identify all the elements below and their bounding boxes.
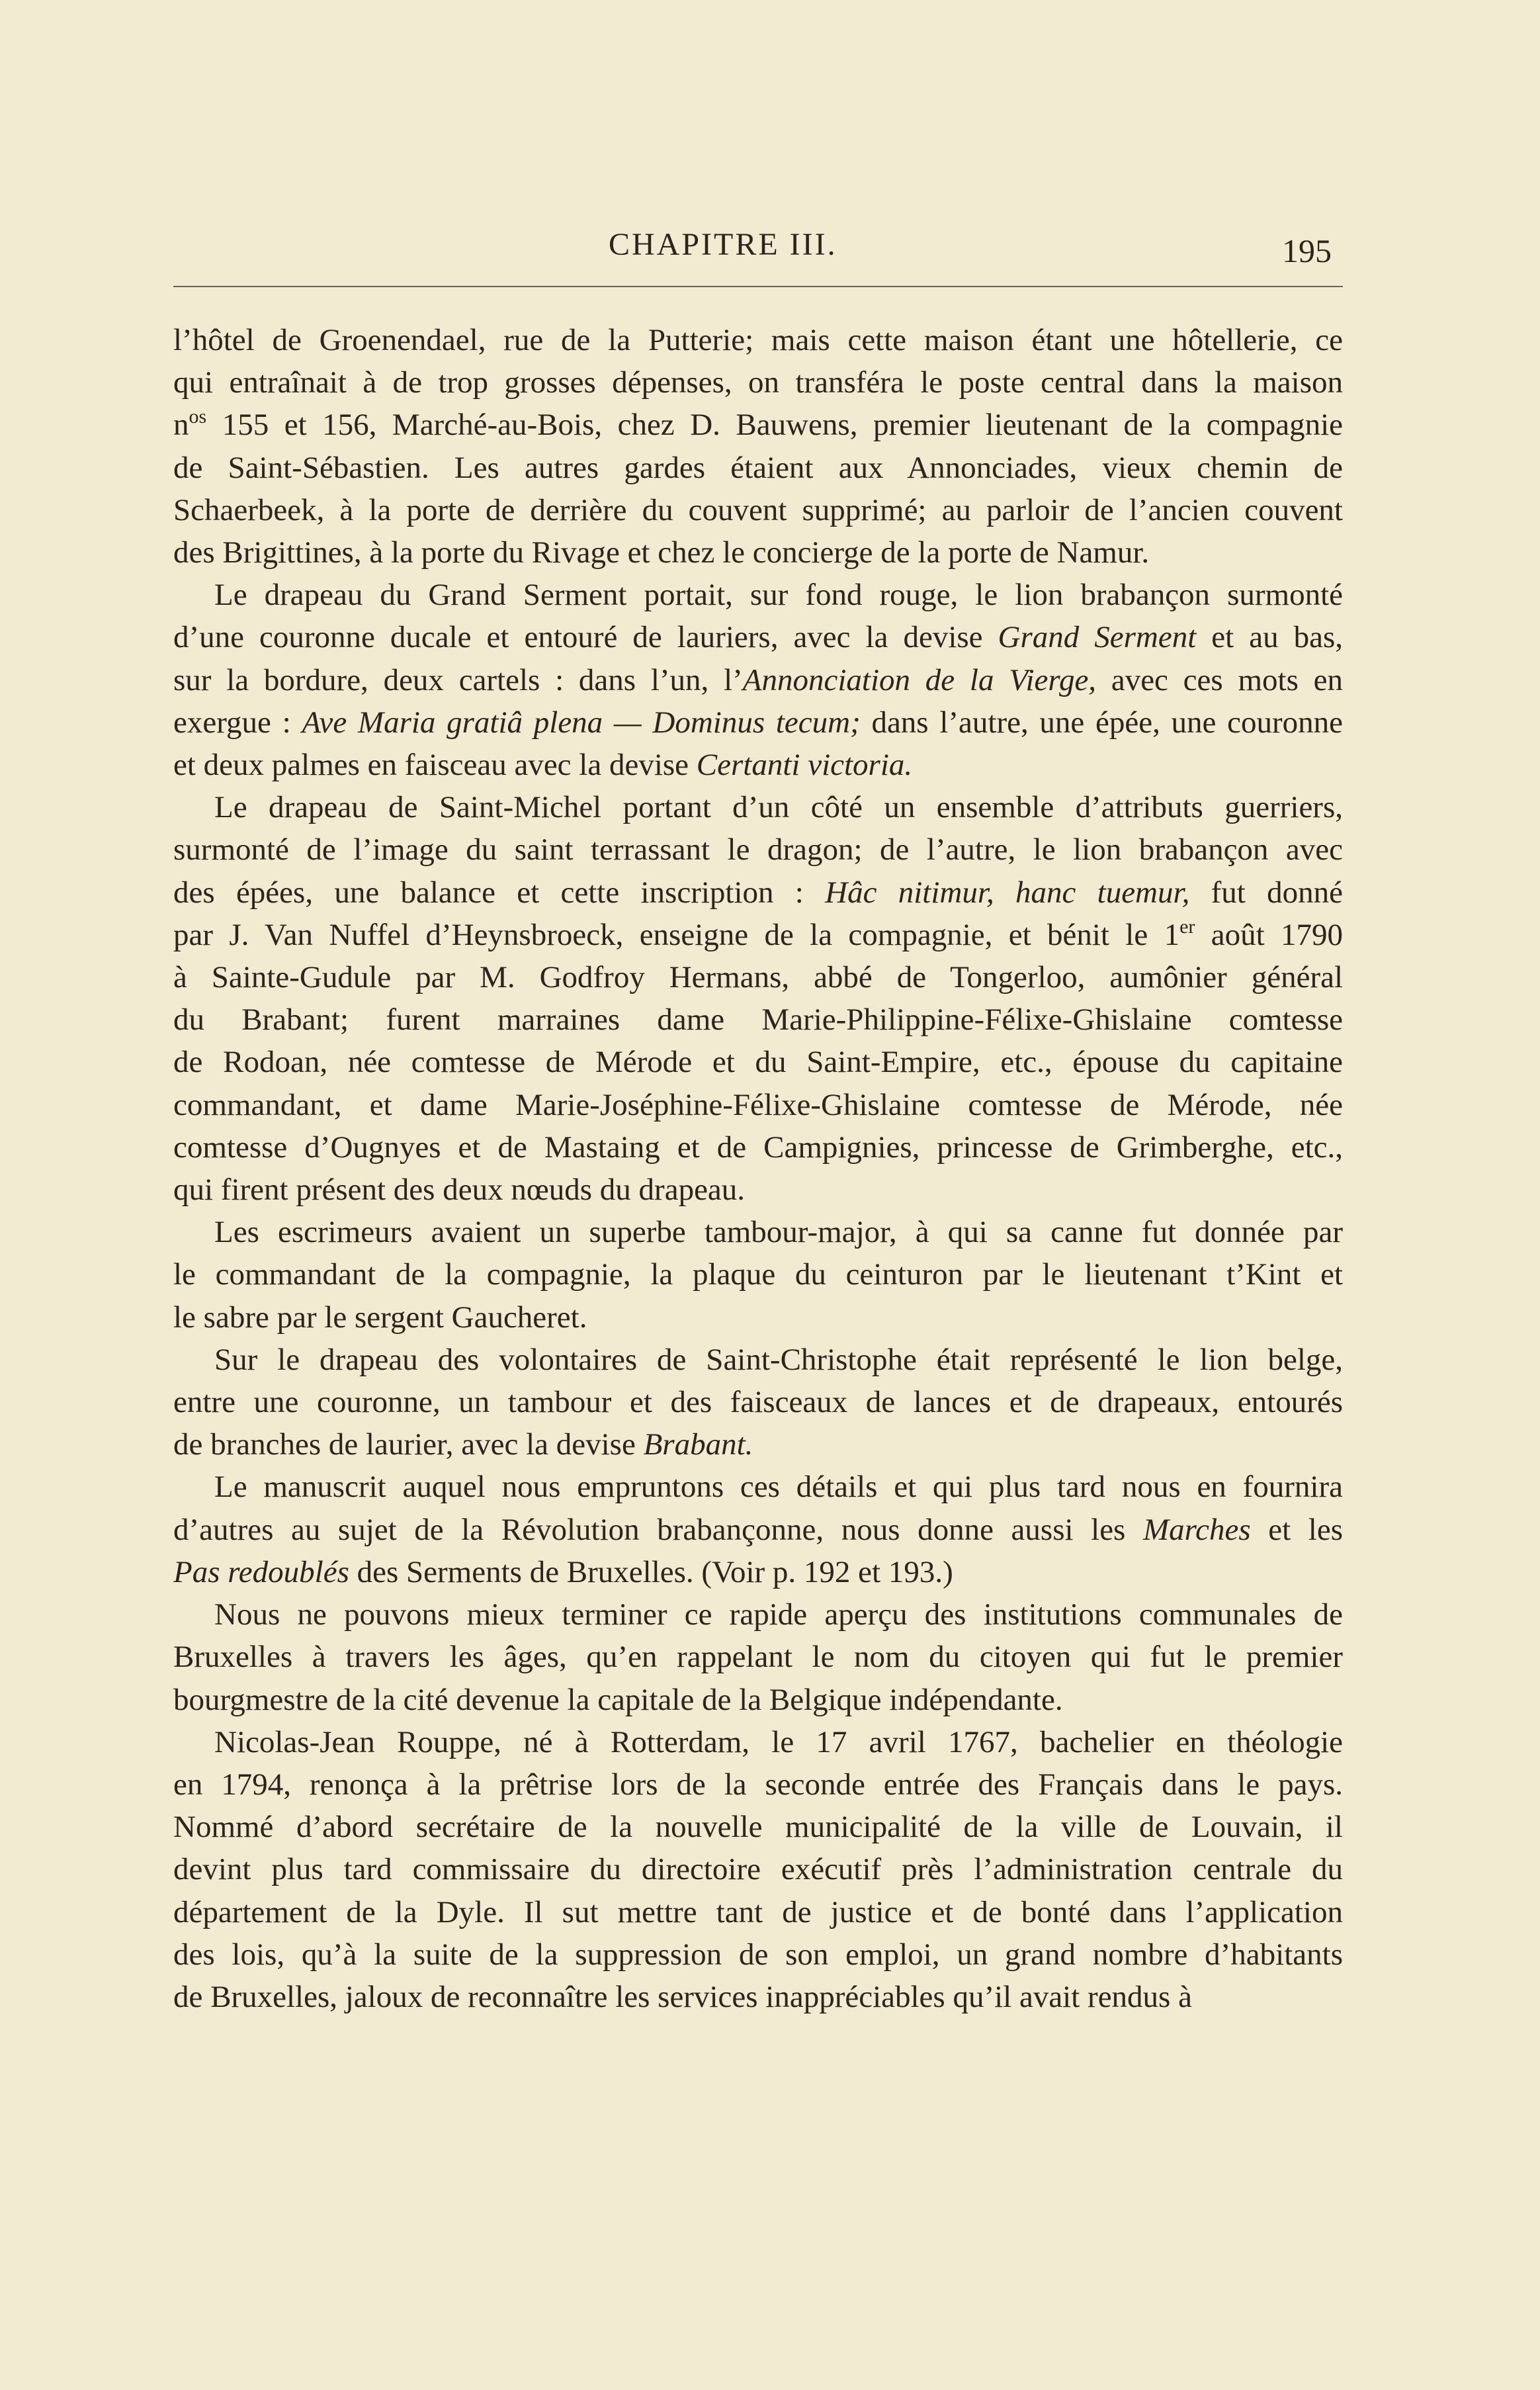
text-run: Schaerbeek, à la porte de derrière du couvent supprimé; au parloir de l’ancien couvent xyxy=(173,492,1343,527)
text-run: et deux palmes en faisceau avec la devise xyxy=(173,748,697,783)
text-run: Le drapeau du Grand Serment portait, sur fond rouge, le lion brabançon surmonté xyxy=(214,578,1343,613)
text-run: de Rodoan, née comtesse de Mérode et du Saint-Empire, etc., épouse du capitaine xyxy=(173,1045,1343,1080)
text-run: le sabre par le sergent Gaucheret. xyxy=(173,1300,587,1335)
text-line xyxy=(173,744,1343,786)
text-run: Nicolas-Jean Rouppe, né à Rotterdam, le 17 avril 1767, bachelier en théologie xyxy=(214,1724,1343,1759)
text-run: surmonté de l’image du saint terrassant le dragon; de l’autre, le lion brabançon avec xyxy=(173,832,1343,867)
text-run: devint plus tard commissaire du directoire exécutif près l’administration centrale du xyxy=(173,1852,1343,1887)
italic-run: Ave Maria gratiâ plena — Dominus tecum; xyxy=(302,705,861,740)
text-line xyxy=(173,1891,1343,1933)
text-line xyxy=(173,1721,1343,1763)
text-line xyxy=(173,786,1343,828)
body-text xyxy=(173,319,1343,2018)
text-line xyxy=(173,1933,1343,1976)
italic-run: Certanti victoria. xyxy=(696,748,913,783)
text-line xyxy=(173,1423,1343,1466)
text-run: en 1794, renonça à la prêtrise lors de la seconde entrée des Français dans le pays. xyxy=(173,1767,1343,1802)
text-run: fut donné xyxy=(1189,875,1343,910)
text-run: des Serments de Bruxelles. (Voir p. 192 et 193.) xyxy=(349,1554,953,1589)
text-line xyxy=(173,574,1343,616)
text-run: Bruxelles à travers les âges, qu’en rappelant le nom du citoyen qui fut le premier xyxy=(173,1640,1343,1675)
text-line xyxy=(173,447,1343,489)
text-line xyxy=(173,701,1343,744)
text-line xyxy=(173,361,1343,404)
text-line xyxy=(173,1848,1343,1890)
text-run: des lois, qu’à la suite de la suppression de son emploi, un grand nombre d’habitants xyxy=(173,1937,1343,1972)
running-title: CHAPITRE III. xyxy=(609,227,837,262)
text-run: avec ces mots en xyxy=(1096,662,1343,697)
text-line xyxy=(173,616,1343,658)
text-run: août 1790 xyxy=(1195,917,1343,952)
text-run: 155 et 156, Marché-au-Bois, chez D. Bauwens, premier lieutenant de la compagnie xyxy=(206,408,1343,443)
text-run: commandant, et dame Marie-Joséphine-Félixe-Ghislaine comtesse de Mérode, née xyxy=(173,1087,1343,1122)
page-number: 195 xyxy=(1282,232,1332,269)
text-line xyxy=(173,489,1343,531)
text-line xyxy=(173,1763,1343,1806)
text-line xyxy=(173,914,1343,956)
text-run: comtesse d’Ougnyes et de Mastaing et de Campignies, princesse de Grimberghe, etc., xyxy=(173,1129,1343,1165)
italic-run: Hâc nitimur, hanc tuemur, xyxy=(825,875,1190,910)
text-line xyxy=(173,1806,1343,1848)
text-line xyxy=(173,1679,1343,1721)
text-line xyxy=(173,1381,1343,1423)
text-run: département de la Dyle. Il sut mettre tant de justice et de bonté dans l’application xyxy=(173,1894,1343,1929)
text-run: bourgmestre de la cité devenue la capitale de la Belgique indépendante. xyxy=(173,1682,1063,1717)
text-run: des épées, une balance et cette inscription : xyxy=(173,875,826,910)
text-line xyxy=(173,871,1343,914)
text-run: Nous ne pouvons mieux terminer ce rapide aperçu des institutions communales de xyxy=(214,1597,1343,1632)
text-run: à Sainte-Gudule par M. Godfroy Hermans, abbé de Tongerloo, aumônier général xyxy=(173,960,1343,995)
text-run: et au bas, xyxy=(1196,620,1343,655)
text-run: qui entraînait à de trop grosses dépenses, on transféra le poste central dans la maison xyxy=(173,365,1343,400)
italic-run: Marches xyxy=(1142,1512,1251,1547)
text-run: d’une couronne ducale et entouré de lauriers, avec la devise xyxy=(173,620,998,655)
text-line xyxy=(173,1976,1343,2018)
italic-run: Annonciation de la Vierge, xyxy=(742,662,1097,697)
header-rule xyxy=(173,286,1343,287)
text-run: n xyxy=(173,408,189,443)
text-run: Le manuscrit auquel nous empruntons ces détails et qui plus tard nous en fournira xyxy=(214,1470,1343,1505)
text-run: d’autres au sujet de la Révolution brabançonne, nous donne aussi les xyxy=(173,1512,1143,1547)
text-run: et les xyxy=(1250,1512,1343,1547)
text-run: entre une couronne, un tambour et des faisceaux de lances et de drapeaux, entourés xyxy=(173,1385,1343,1420)
text-line xyxy=(173,1041,1343,1083)
text-line xyxy=(173,404,1343,446)
text-run: dans l’autre, une épée, une couronne xyxy=(860,705,1343,740)
text-line xyxy=(173,659,1343,701)
text-run: Le drapeau de Saint-Michel portant d’un côté un ensemble d’attributs guerriers, xyxy=(214,790,1343,825)
text-run: de branches de laurier, avec la devise xyxy=(173,1427,644,1462)
text-run: de Bruxelles, jaloux de reconnaître les services inappréciables qu’il avait rendus à xyxy=(173,1979,1192,2014)
italic-run: Brabant. xyxy=(643,1427,753,1462)
page-header xyxy=(0,226,1540,279)
text-line xyxy=(173,1296,1343,1339)
text-run: qui firent présent des deux nœuds du drapeau. xyxy=(173,1173,746,1208)
text-line xyxy=(173,998,1343,1041)
text-line xyxy=(173,1084,1343,1126)
superscript: er xyxy=(1179,915,1195,938)
text-run: Les escrimeurs avaient un superbe tambour-major, à qui sa canne fut donnée par xyxy=(214,1215,1343,1250)
text-line xyxy=(173,1211,1343,1253)
text-run: sur la bordure, deux cartels : dans l’un, l’ xyxy=(173,662,743,697)
text-line xyxy=(173,1636,1343,1678)
text-run: Sur le drapeau des volontaires de Saint-Christophe était représenté le lion belge, xyxy=(214,1342,1343,1377)
text-line xyxy=(173,956,1343,998)
text-line xyxy=(173,531,1343,574)
text-line xyxy=(173,1509,1343,1551)
text-run: du Brabant; furent marraines dame Marie-Philippine-Félixe-Ghislaine comtesse xyxy=(173,1002,1343,1038)
italic-run: Pas redoublés xyxy=(173,1554,349,1589)
text-run: Nommé d’abord secrétaire de la nouvelle municipalité de la ville de Louvain, il xyxy=(173,1810,1343,1845)
text-run: des Brigittines, à la porte du Rivage et chez le concierge de la porte de Namur. xyxy=(173,535,1150,570)
text-run: l’hôtel de Groenendael, rue de la Putterie; mais cette maison étant une hôtellerie, ce xyxy=(173,323,1343,357)
text-line xyxy=(173,828,1343,871)
text-line xyxy=(173,319,1343,361)
text-run: le commandant de la compagnie, la plaque du ceinturon par le lieutenant t’Kint et xyxy=(173,1257,1343,1292)
text-run: exergue : xyxy=(173,705,302,740)
superscript: os xyxy=(189,406,207,428)
text-line xyxy=(173,1593,1343,1636)
text-line xyxy=(173,1339,1343,1381)
text-line xyxy=(173,1169,1343,1211)
text-line xyxy=(173,1551,1343,1593)
text-run: par J. Van Nuffel d’Heynsbroeck, enseigne de la compagnie, et bénit le 1 xyxy=(173,917,1180,952)
italic-run: Grand Serment xyxy=(998,620,1197,655)
text-line xyxy=(173,1466,1343,1508)
text-line xyxy=(173,1253,1343,1296)
text-run: de Saint-Sébastien. Les autres gardes étaient aux Annonciades, vieux chemin de xyxy=(173,450,1343,485)
text-line xyxy=(173,1126,1343,1169)
